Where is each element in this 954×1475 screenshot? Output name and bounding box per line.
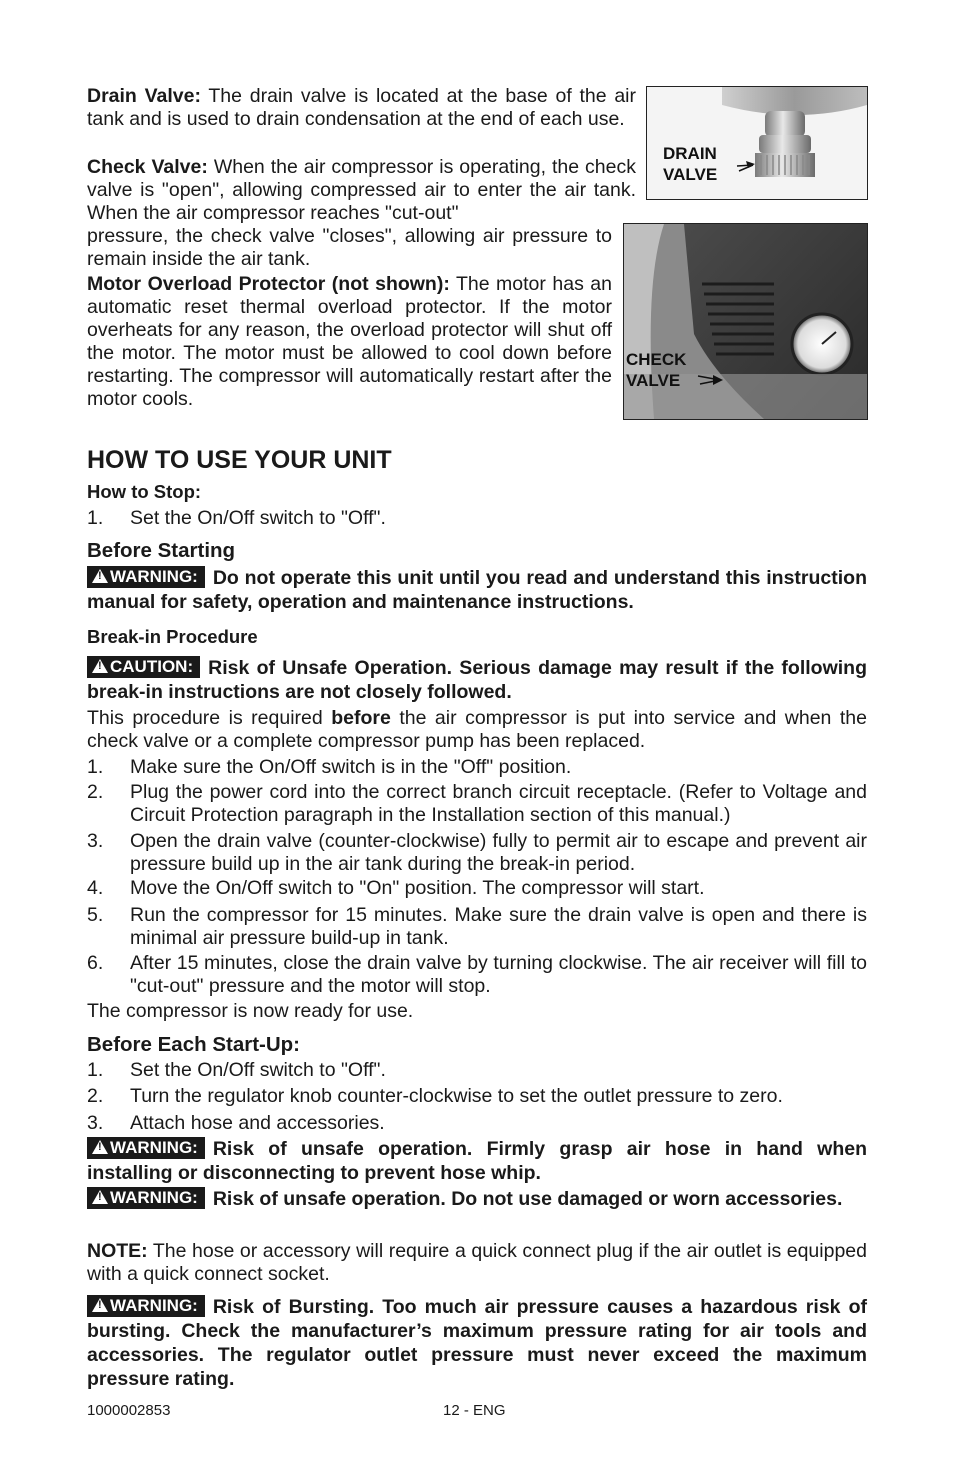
accessories-warning [87, 1187, 867, 1211]
list-number: 1. [87, 507, 104, 529]
warning-badge [87, 1137, 205, 1159]
drain-valve-paragraph [87, 85, 636, 131]
drain-valve-label [663, 143, 717, 185]
warning-badge-label: WARNING: [110, 1188, 198, 1207]
list-text: Make sure the On/Off switch is in the "Off" position. [130, 756, 572, 778]
list-item [87, 830, 867, 876]
drain-label-line1: DRAIN [663, 144, 717, 163]
list-item [87, 877, 867, 900]
warning-badge-label: WARNING: [110, 567, 198, 586]
warning-badge [87, 1187, 205, 1209]
list-item [87, 1059, 867, 1082]
note-text: The hose or accessory will require a quick connect plug if the air outlet is equipped with a quick connect socket. [87, 1240, 867, 1285]
list-number: 3. [87, 830, 104, 852]
hose-warning [87, 1137, 867, 1185]
break-in-intro-bold: before [331, 707, 391, 729]
list-number: 3. [87, 1112, 104, 1134]
list-number: 4. [87, 877, 104, 899]
list-text: Turn the regulator knob counter-clockwise to set the outlet pressure to zero. [130, 1085, 783, 1107]
page-number: 12 - ENG [443, 1402, 506, 1419]
warning-badge [87, 1295, 205, 1317]
list-text: Plug the power cord into the correct branch circuit receptacle. (Refer to Voltage and Circuit Protection paragraph in the Installation section of this manual.) [130, 781, 867, 826]
motor-overload-paragraph [87, 273, 612, 411]
break-in-intro-b: the air compressor is put into service and when the check valve or a complete compressor pump has been replaced. [87, 707, 867, 752]
list-number: 1. [87, 1059, 104, 1081]
list-item [87, 507, 867, 530]
drain-valve-figure [646, 86, 868, 200]
doc-number: 1000002853 [87, 1402, 171, 1419]
list-item [87, 756, 867, 779]
caution-badge [87, 656, 200, 678]
list-number: 2. [87, 781, 104, 803]
warning-text: Risk of unsafe operation. Firmly grasp air hose in hand when installing or disconnecting to prevent hose whip. [87, 1138, 867, 1184]
check-valve-label [626, 349, 686, 391]
drain-valve-term: Drain Valve: [87, 85, 201, 107]
list-item [87, 904, 867, 950]
list-item [87, 952, 867, 998]
list-item [87, 781, 867, 827]
warning-triangle-icon [92, 1298, 108, 1312]
break-in-caution [87, 656, 867, 704]
warning-text: Risk of unsafe operation. Do not use damaged or worn accessories. [212, 1188, 843, 1210]
warning-text: Do not operate this unit until you read and understand this instruction manual for safety, operation and maintenance instructions. [87, 567, 867, 613]
before-starting-warning [87, 566, 867, 614]
check-valve-figure [623, 223, 868, 420]
caution-badge-label: CAUTION: [110, 657, 194, 676]
list-text: Set the On/Off switch to "Off". [130, 507, 386, 529]
before-each-heading: Before Each Start-Up: [87, 1033, 301, 1056]
list-item [87, 1085, 867, 1108]
note-paragraph [87, 1240, 867, 1286]
motor-overload-term: Motor Overload Protector (not shown): [87, 273, 450, 295]
check-valve-term: Check Valve: [87, 156, 208, 178]
warning-badge-label: WARNING: [110, 1296, 198, 1315]
check-valve-text-a: When the air compressor is operating, the check valve is "open", allowing compressed air to enter the air tank. When the air compressor reaches "cut-out" [87, 156, 636, 224]
before-starting-heading: Before Starting [87, 539, 236, 562]
check-label-line2: VALVE [626, 371, 681, 390]
list-number: 1. [87, 756, 104, 778]
warning-badge-label: WARNING: [110, 1138, 198, 1157]
check-valve-paragraph [87, 156, 636, 225]
warning-triangle-icon [92, 1140, 108, 1154]
warning-text: Risk of Bursting. Too much air pressure causes a hazardous risk of bursting. Check the manufacturer’s maximum pressure rating for air tools and accessories. The regulator outlet pressure must never exceed the maximum pressure rating. [87, 1296, 867, 1390]
list-text: Run the compressor for 15 minutes. Make sure the drain valve is open and there is minimal air pressure build-up in tank. [130, 904, 867, 949]
list-text: Move the On/Off switch to "On" position. The compressor will start. [130, 877, 705, 899]
warning-triangle-icon [92, 569, 108, 583]
list-text: After 15 minutes, close the drain valve by turning clockwise. The air receiver will fill to "cut-out" pressure and the motor will stop. [130, 952, 867, 997]
list-text: Open the drain valve (counter-clockwise) fully to permit air to escape and prevent air pressure build up in the air tank during the break-in period. [130, 830, 867, 875]
check-valve-paragraph-cont [87, 225, 612, 271]
list-item [87, 1112, 867, 1135]
note-term: NOTE: [87, 1240, 148, 1262]
section-title: HOW TO USE YOUR UNIT [87, 446, 392, 474]
list-text: Attach hose and accessories. [130, 1112, 385, 1134]
list-number: 5. [87, 904, 104, 926]
warning-badge [87, 566, 205, 588]
break-in-heading: Break-in Procedure [87, 626, 258, 647]
warning-triangle-icon [92, 1190, 108, 1204]
list-number: 2. [87, 1085, 104, 1107]
drain-label-line2: VALVE [663, 165, 718, 184]
bursting-warning [87, 1295, 867, 1391]
check-label-line1: CHECK [626, 350, 687, 369]
list-text: Set the On/Off switch to "Off". [130, 1059, 386, 1081]
check-valve-text-b: pressure, the check valve "closes", allowing air pressure to remain inside the air tank. [87, 225, 612, 270]
how-to-stop-heading: How to Stop: [87, 481, 202, 502]
caution-triangle-icon [92, 659, 108, 673]
drain-valve-text: The drain valve is located at the base of the air tank and is used to drain condensation at the end of each use. [87, 85, 637, 130]
break-in-closing: The compressor is now ready for use. [87, 1000, 414, 1022]
caution-text: Risk of Unsafe Operation. Serious damage may result if the following break-in instructions are not closely followed. [87, 657, 867, 703]
break-in-intro-a: This procedure is required [87, 707, 332, 729]
motor-overload-text: The motor has an automatic reset thermal overload protector. If the motor overheats for any reason, the overload protector will shut off the motor. The motor must be allowed to cool down before restarting. The compressor will automatically restart after the motor cools. [87, 273, 612, 410]
break-in-intro [87, 707, 867, 753]
list-number: 6. [87, 952, 104, 974]
